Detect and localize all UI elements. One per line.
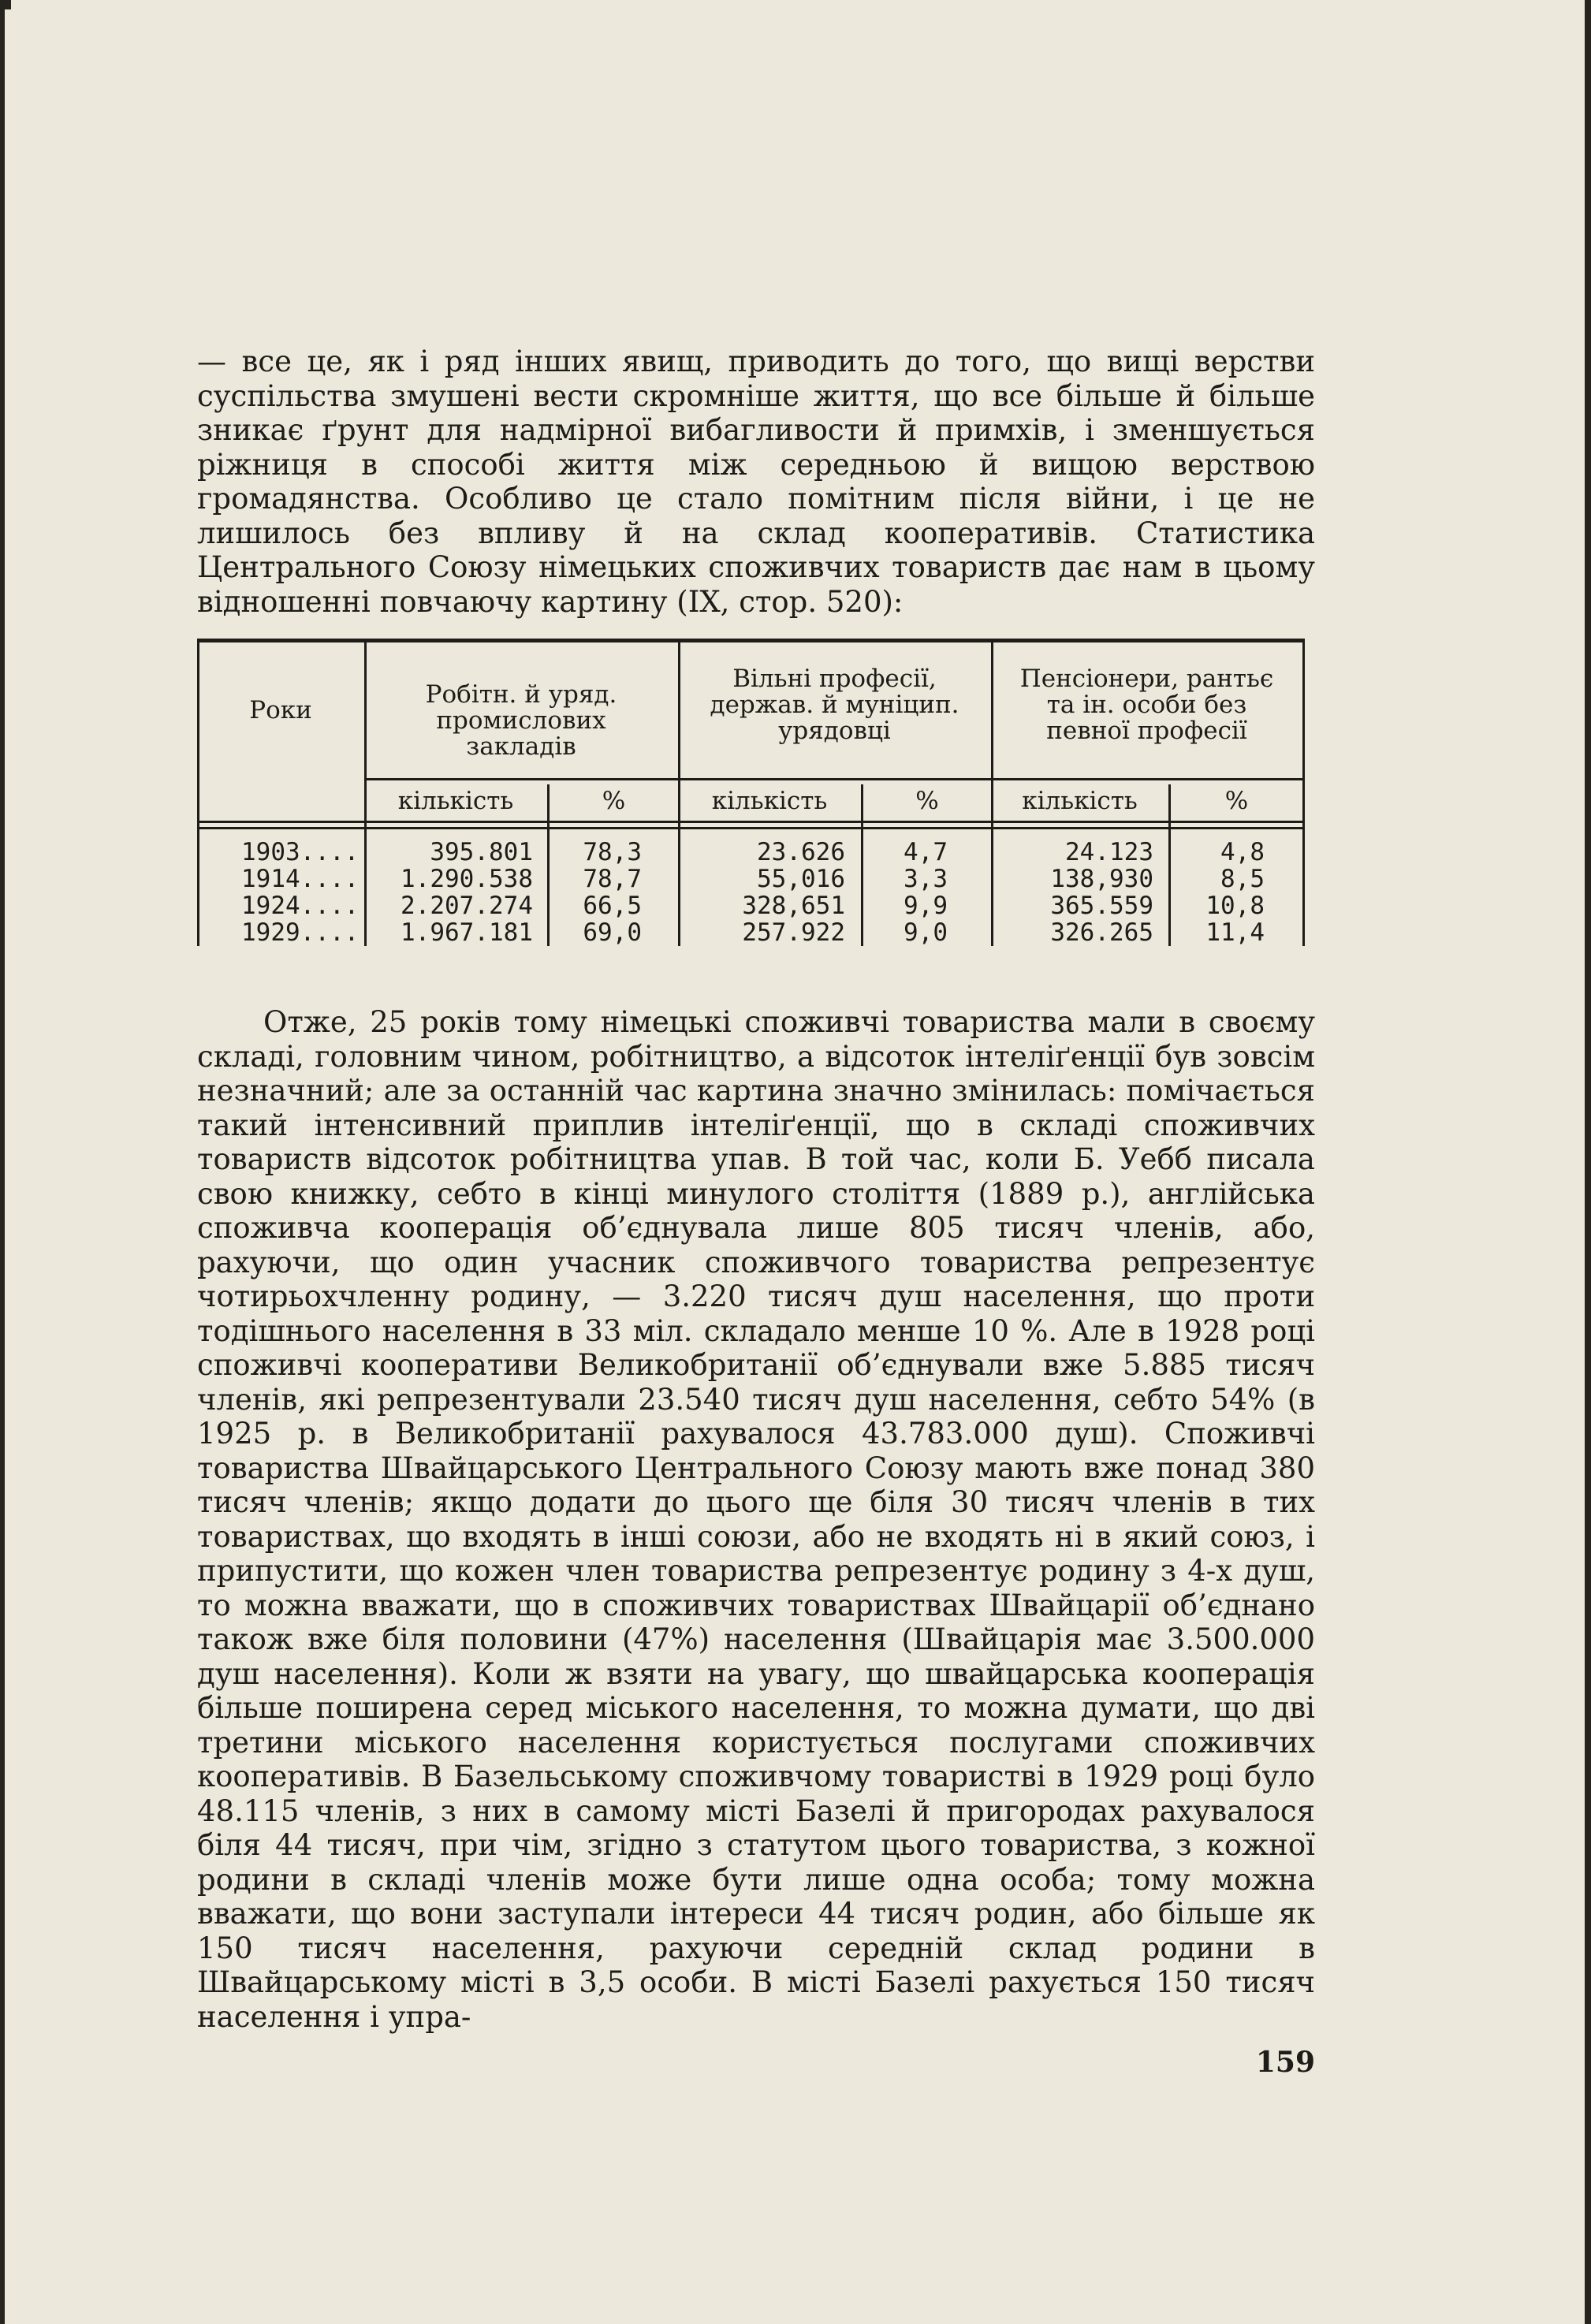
row-pct-workers: 78,7	[583, 865, 642, 893]
row-pct-workers: 66,5	[583, 892, 642, 920]
row-pct-professionals: 9,9	[904, 892, 948, 920]
row-count-professionals: 55,016	[757, 865, 845, 893]
statistics-table	[197, 639, 1305, 950]
subheader-percent: %	[1224, 787, 1249, 815]
page-number: 159	[1255, 2046, 1315, 2079]
row-year: 1929....	[241, 918, 360, 947]
row-count-workers: 1.967.181	[401, 918, 533, 947]
table-rule	[197, 827, 1305, 829]
row-count-workers: 395.801	[430, 838, 533, 866]
row-count-pensioners: 365.559	[1050, 892, 1153, 920]
scan-left-edge	[0, 0, 5, 2324]
row-pct-pensioners: 4,8	[1220, 838, 1265, 866]
row-pct-workers: 69,0	[583, 918, 642, 947]
row-pct-pensioners: 10,8	[1205, 892, 1265, 920]
table-row	[197, 865, 1305, 893]
header-professionals: Вільні професії, держав. й муніцип. урядовці	[710, 665, 959, 745]
row-year: 1903....	[241, 838, 360, 866]
header-workers: Робітн. й уряд. промислових закладів	[425, 680, 617, 761]
row-pct-pensioners: 8,5	[1220, 865, 1265, 893]
subheader-count: кількість	[397, 787, 514, 815]
row-count-professionals: 328,651	[742, 892, 845, 920]
row-count-workers: 1.290.538	[401, 865, 533, 893]
row-pct-professionals: 9,0	[904, 918, 948, 947]
row-pct-pensioners: 11,4	[1205, 918, 1265, 947]
subheader-count: кількість	[1022, 787, 1138, 815]
table-row	[197, 838, 1305, 866]
header-pensioners: Пенсіонери, рантьє та ін. особи без певної професії	[1019, 665, 1274, 745]
intro-paragraph: — все це, як і ряд інших явищ, приводить до того, що вищі верстви суспільства змушені вести скромніше життя, що все більше й більше зникає ґрунт для надмірної вибагливости й примхів, і зменшується ріжниця в способі життя між середньою й вищою верствою громадянства. Особливо це стало помітним після війни, і це не лишилось без впливу й на склад кооперативів. Статистика Центрального Союзу німецьких споживчих товариств дає нам в цьому відношенні повчаючу картину (IX, стор. 520):	[197, 345, 1315, 619]
row-pct-workers: 78,3	[583, 838, 642, 866]
row-count-pensioners: 24.123	[1065, 838, 1153, 866]
row-count-professionals: 23.626	[757, 838, 845, 866]
row-year: 1914....	[241, 865, 360, 893]
subheader-percent: %	[602, 787, 626, 815]
row-count-workers: 2.207.274	[401, 892, 533, 920]
table-rule	[197, 821, 1305, 823]
row-pct-professionals: 4,7	[904, 838, 948, 866]
scan-corner-mark	[0, 0, 11, 9]
scan-right-edge	[1585, 0, 1591, 2324]
body-paragraph: Отже, 25 років тому німецькі споживчі товариства мали в своєму складі, головним чином, робітництво, а відсоток інтеліґенції був зовсім незначний; але за останній час картина значно змінилась: помічається такий інтенсивний приплив інтеліґенції, що в складі споживчих товариств відсоток робітництва упав. В той час, коли Б. Уебб писала свою книжку, себто в кінці минулого століття (1889 р.), англійська споживча кооперація об’єднувала лише 805 тисяч членів, або, рахуючи, що один учасник споживчого товариства репрезентує чотирьохчленну родину, — 3.220 тисяч душ населення, що проти тодішнього населення в 33 міл. складало менше 10 %. Але в 1928 році споживчі кооперативи Великобританії об’єднували вже 5.885 тисяч членів, які репрезентували 23.540 тисяч душ населення, себто 54% (в 1925 р. в Великобританії рахувалося 43.783.000 душ). Споживчі товариства Швайцарського Центрального Союзу мають вже понад 380 тисяч членів; якщо додати до цього ще біля 30 тисяч членів в тих товариствах, що входять в інші союзи, або не входять ні в який союз, і припустити, що кожен член товариства репрезентує родину з 4-х душ, то можна вважати, що в споживчих товариствах Швайцарії об’єднано також вже біля половини (47%) населення (Швайцарія має 3.500.000 душ населення). Коли ж взяти на увагу, що швайцарська кооперація більше поширена серед міського населення, то можна думати, що дві третини міського населення користується послугами споживчих кооперативів. В Базельському споживчому товаристві в 1929 році було 48.115 членів, з них в самому місті Базелі й пригородах рахувалося біля 44 тисяч, при чім, згідно з статутом цього товариства, з кожної родини в складі членів може бути лише одна особа; тому можна вважати, що вони заступали інтереси 44 тисяч родин, або більше як 150 тисяч населення, рахуючи середній склад родини в Швайцарському місті в 3,5 особи. В місті Базелі рахується 150 тисяч населення і упра-	[197, 1005, 1315, 2034]
row-count-pensioners: 138,930	[1050, 865, 1153, 893]
table-row	[197, 918, 1305, 947]
table-rule	[364, 778, 1302, 780]
row-year: 1924....	[241, 892, 360, 920]
header-years: Роки	[249, 696, 312, 724]
row-pct-professionals: 3,3	[904, 865, 948, 893]
subheader-count: кількість	[711, 787, 828, 815]
table-row	[197, 892, 1305, 920]
row-count-professionals: 257.922	[742, 918, 845, 947]
row-count-pensioners: 326.265	[1050, 918, 1153, 947]
subheader-percent: %	[915, 787, 939, 815]
